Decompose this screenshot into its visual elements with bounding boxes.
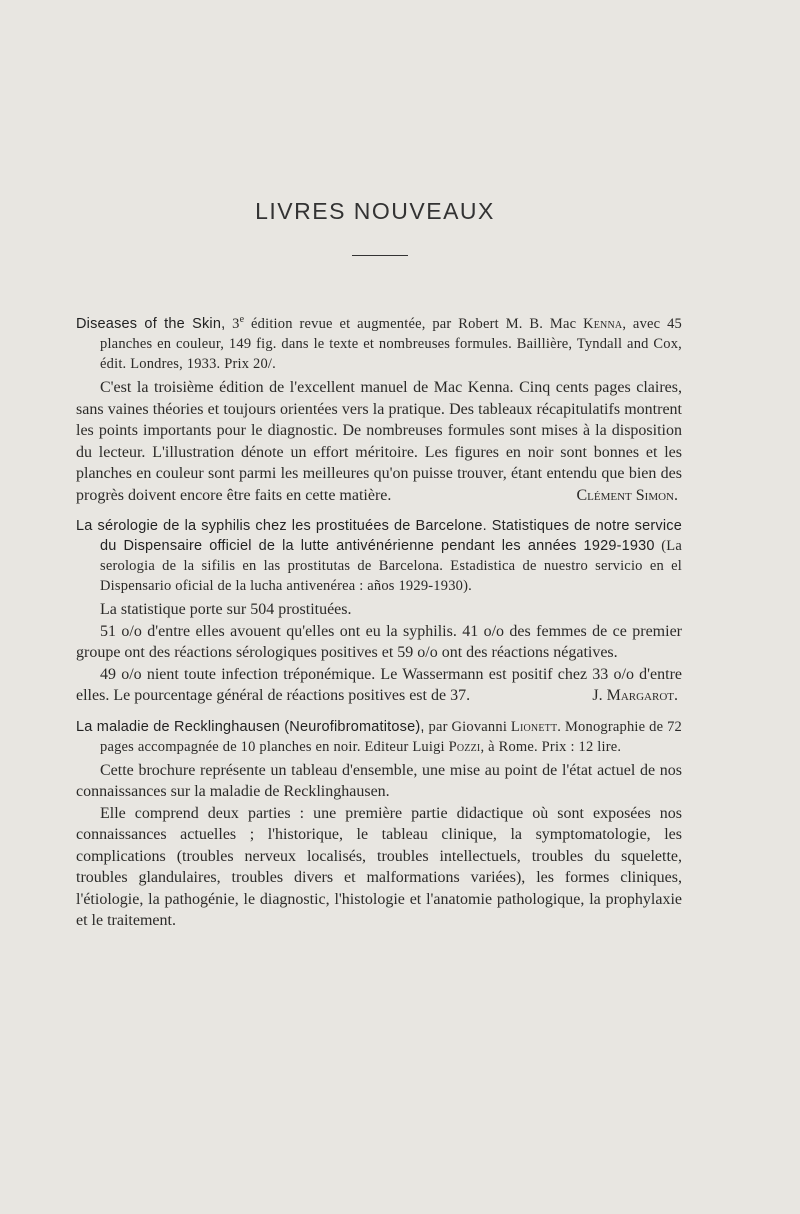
review-paragraph: Elle comprend deux parties : une première partie didactique où sont exposées nos connaissances actuelles ; l'historique, le tableau clinique, la symptomatologie, les complications (troubles nerveux localisés, troubles intellectuels, troubles du squelette, troubles glandulaires, troubles divers et malformations variées), les formes cliniques, l'étiologie, la pathogénie, le diagnostic, l'histologie et l'anatomie pathologique, la prophylaxie et le traitement. xyxy=(76,804,682,929)
citation-text: . Monographie de 72 pages accompagnée de 10 planches en noir. Editeur Luigi xyxy=(100,718,682,755)
review-heading xyxy=(76,516,682,596)
review-paragraph: 51 o/o d'entre elles avouent qu'elles ont eu la syphilis. 41 o/o des femmes de ce premier groupe ont des réactions sérologiques positives et 59 o/o ont des réactions négatives. xyxy=(76,622,682,661)
review-body xyxy=(76,760,682,932)
review-paragraph: Cette brochure représente un tableau d'ensemble, une mise au point de l'état actuel de nos connaissances sur la maladie de Recklinghausen. xyxy=(76,761,682,800)
edition-number: 3 xyxy=(232,316,240,332)
publisher-name: Pozzi xyxy=(448,738,481,755)
review-entry-syphilis-serology xyxy=(76,516,682,707)
paragraph-text: C'est la troisième édition de l'excellent manuel de Mac Kenna. Cinq cents pages claires, sans vaines théories et toujours orientées vers la pratique. Des tableaux récapitulatifs montrent les points importants pour le diagnostic. De nombreuses formules sont mises à la disposition du lecteur. L'illustration dénote un effort méritoire. Les figures en noir sont bonnes et les planches en couleur sont parmi les meilleures qu'on puisse trouver, étant entendu que bien des progrès doivent encore être faits en cette matière. xyxy=(76,379,682,504)
reviewer-signature: J. Margarot. xyxy=(592,687,678,704)
review-paragraph xyxy=(76,664,682,707)
citation-text: (La serologia de la sifilis en las prostitutas de Barcelona. Estadistica de nuestro servicio en el Dispensario oficial de la lucha antivenérea : años 1929-1930). xyxy=(100,538,682,594)
review-heading xyxy=(76,717,682,757)
page-title: LIVRES NOUVEAUX xyxy=(255,198,495,224)
citation-text: par Giovanni xyxy=(428,718,508,735)
reviews-list xyxy=(76,314,682,942)
citation-text: édition revue et augmentée, par Robert M. B. Mac xyxy=(251,316,577,332)
citation-text: , avec 45 planches en couleur, 149 fig. dans le texte et nombreuses formules. Baillière, Tyndall and Cox, édit. Londres, 1933. Prix 20/. xyxy=(100,316,682,372)
title-rule xyxy=(352,255,408,256)
book-title: La maladie de Recklinghausen (Neurofibromatitose), xyxy=(76,718,425,735)
review-entry-skin-diseases xyxy=(76,314,682,506)
review-body xyxy=(76,599,682,707)
review-paragraph: La statistique porte sur 504 prostituées. xyxy=(100,601,352,618)
review-entry-recklinghausen xyxy=(76,717,682,932)
paragraph-text: 49 o/o nient toute infection tréponémique. Le Wassermann est positif chez 33 o/o d'entre elles. Le pourcentage général de réactions positives est de 37. xyxy=(76,665,682,704)
author-name: Lionett xyxy=(510,718,558,735)
edition-sup: e xyxy=(239,314,245,326)
reviewer-signature: Clément Simon. xyxy=(576,486,678,504)
author-name: Kenna xyxy=(583,316,623,332)
citation-text: , à Rome. Prix : 12 lire. xyxy=(480,738,622,755)
review-body xyxy=(76,377,682,506)
article-title: La sérologie de la syphilis chez les prostituées de Barcelone. Statistiques de notre service du Dispensaire officiel de la lutte antivénérienne pendant les années 1929-1930 xyxy=(76,518,682,554)
review-heading xyxy=(76,314,682,374)
book-title: Diseases of the Skin, xyxy=(76,316,226,332)
review-paragraph xyxy=(76,377,682,506)
